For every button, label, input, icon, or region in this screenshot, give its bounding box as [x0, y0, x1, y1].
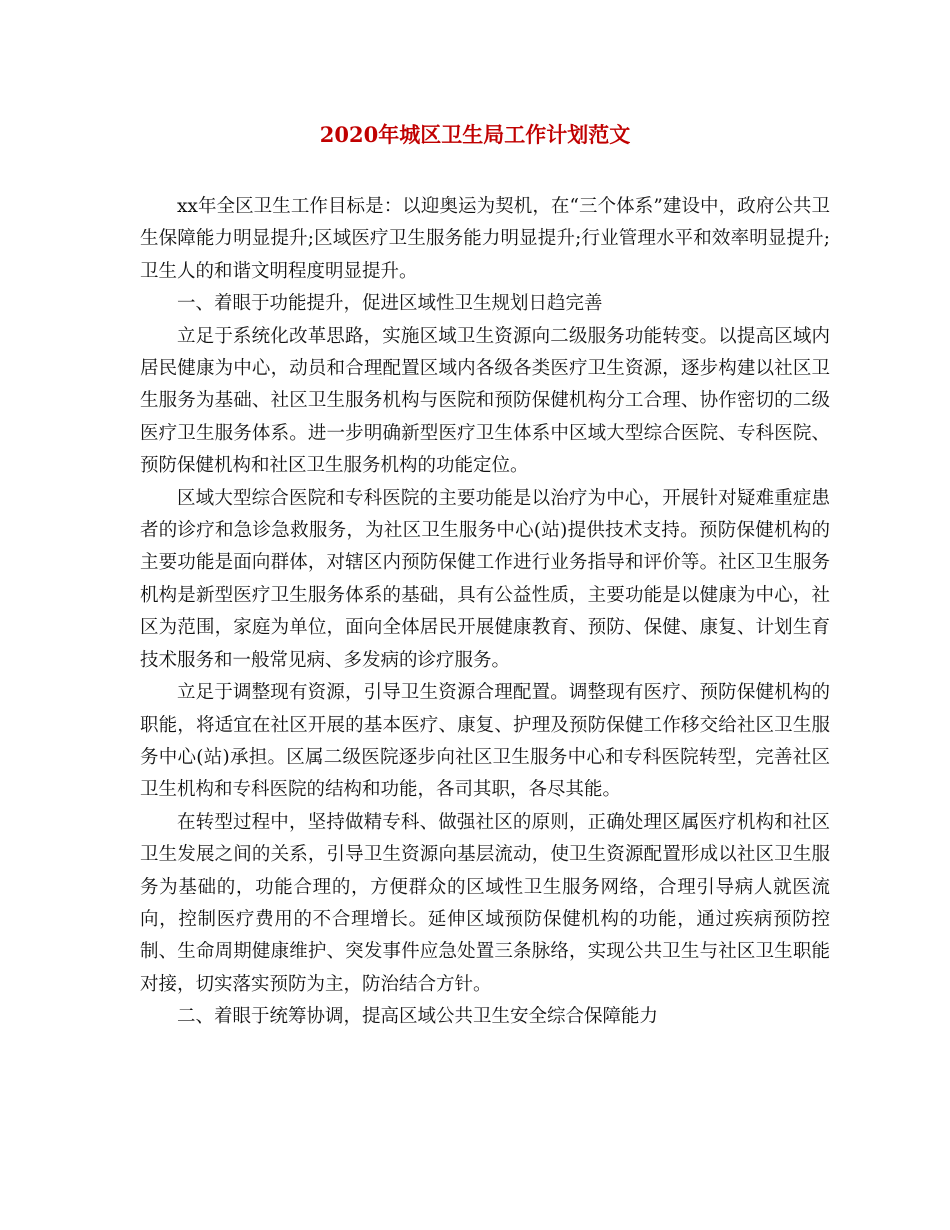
document-body — [140, 191, 830, 1034]
paragraph-resource-adjustment: 立足于调整现有资源，引导卫生资源合理配置。调整现有医疗、预防保健机构的职能，将适宜在社区开展的基本医疗、康复、护理及预防保健工作移交给社区卫生服务中心(站)承担。区属二级医院逐步向社区卫生服务中心和专科医院转型，完善社区卫生机构和专科医院的结构和功能，各司其职，各尽其能。 — [140, 682, 830, 801]
paragraph-goals: xx年全区卫生工作目标是：以迎奥运为契机，在“三个体系”建设中，政府公共卫生保障能力明显提升;区域医疗卫生服务能力明显提升;行业管理水平和效率明显提升;卫生人的和谐文明程度明显提升。 — [140, 196, 830, 282]
paragraph-system-reform: 立足于系统化改革思路，实施区域卫生资源向二级服务功能转变。以提高区域内居民健康为中心，动员和合理配置区域内各级各类医疗卫生资源，逐步构建以社区卫生服务为基础、社区卫生服务机构与医院和预防保健机构分工合理、协作密切的二级医疗卫生服务体系。进一步明确新型医疗卫生体系中区域大型综合医院、专科医院、预防保健机构和社区卫生服务机构的功能定位。 — [140, 325, 830, 477]
paragraph-hospital-functions: 区域大型综合医院和专科医院的主要功能是以治疗为中心，开展针对疑难重症患者的诊疗和急诊急救服务，为社区卫生服务中心(站)提供技术支持。预防保健机构的主要功能是面向群体，对辖区内预防保健工作进行业务指导和评价等。社区卫生服务机构是新型医疗卫生服务体系的基础，具有公益性质，主要功能是以健康为中心，社区为范围，家庭为单位，面向全体居民开展健康教育、预防、保健、康复、计划生育技术服务和一般常见病、多发病的诊疗服务。 — [140, 487, 830, 671]
section-heading-1: 一、着眼于功能提升，促进区域性卫生规划日趋完善 — [177, 293, 603, 315]
paragraph-transition: 在转型过程中，坚持做精专科、做强社区的原则，正确处理区属医疗机构和社区卫生发展之间的关系，引导卫生资源向基层流动，使卫生资源配置形成以社区卫生服务为基础的，功能合理的，方便群众的区域性卫生服务网络，合理引导病人就医流向，控制医疗费用的不合理增长。延伸区域预防保健机构的功能，通过疾病预防控制、生命周期健康维护、突发事件应急处置三条脉络，实现公共卫生与社区卫生职能对接，切实落实预防为主，防治结合方针。 — [140, 811, 830, 995]
document-title: 2020年城区卫生局工作计划范文 — [319, 122, 631, 147]
section-heading-2: 二、着眼于统筹协调，提高区域公共卫生安全综合保障能力 — [177, 1006, 659, 1028]
